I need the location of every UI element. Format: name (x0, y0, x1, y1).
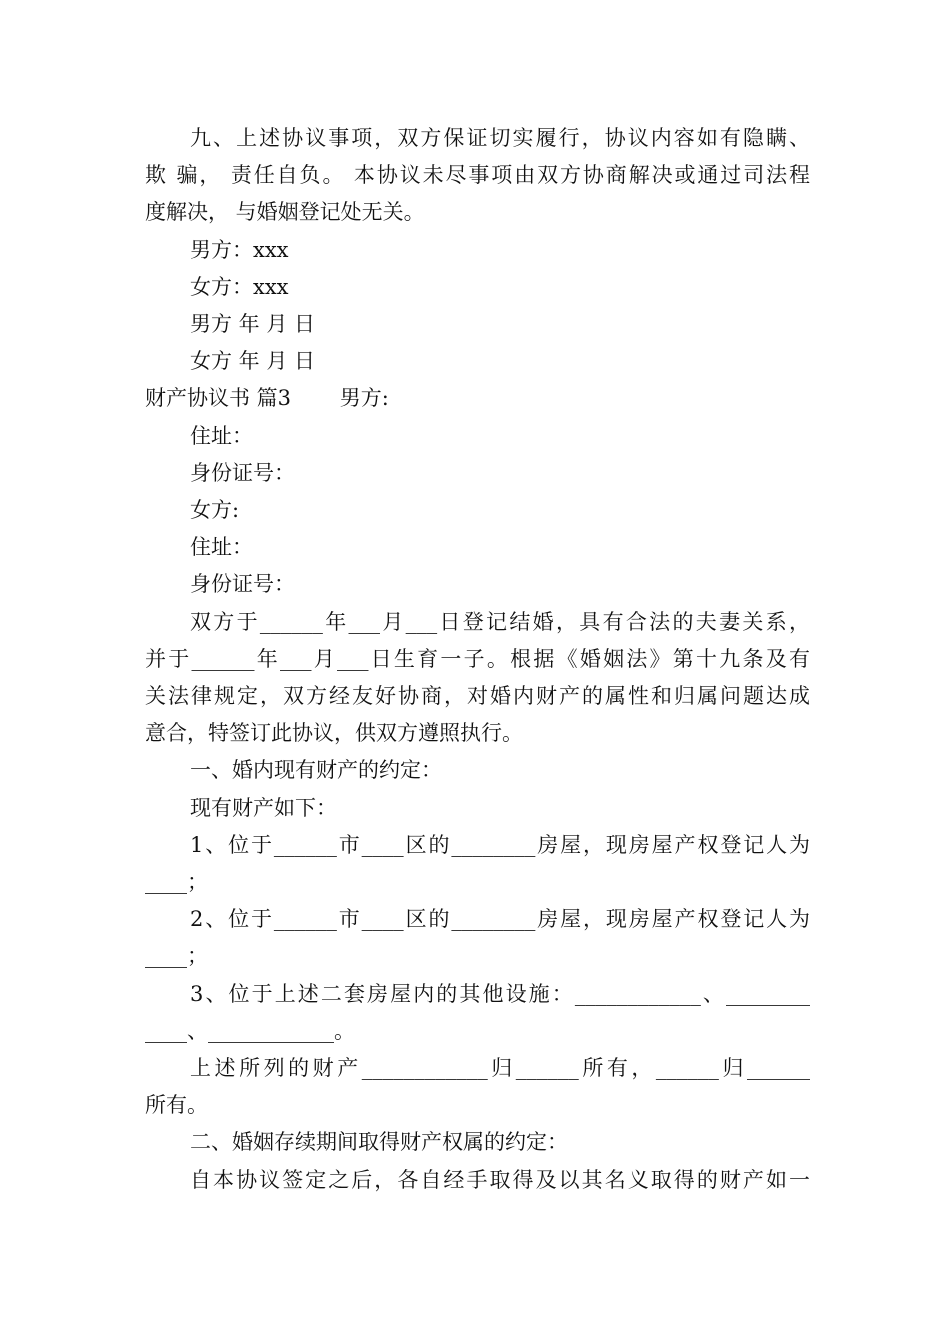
text-line: 所有。 (145, 1093, 208, 1118)
text-line: 自本协议签定之后，各自经手取得及以其名义取得的财产如一 (190, 1167, 810, 1192)
text-line: 男方：xxx (190, 237, 289, 262)
text-line: 关法律规定，双方经友好协商，对婚内财产的属性和归属问题达成 (145, 684, 810, 708)
text-line: 3、位于上述二套房屋内的其他设施：____________、________ (190, 981, 810, 1006)
text-line: 财产协议书 篇3 男方: (145, 386, 389, 411)
text-line: 住址： (190, 423, 253, 448)
text-line: ____； (145, 870, 208, 894)
text-line: 住址： (190, 535, 253, 560)
text-line: 1、位于______市____区的________房屋，现房屋产权登记人为 (190, 832, 810, 857)
text-line: 度解决， 与婚姻登记处无关。 (145, 200, 425, 225)
text-line: 女方 年 月 日 (190, 349, 316, 374)
text-line: 女方：xxx (190, 274, 289, 299)
text-line: 双方于______年___月___日登记结婚，具有合法的夫妻关系， (190, 609, 810, 634)
text-line: 九、上述协议事项，双方保证切实履行，协议内容如有隐瞒、 (190, 126, 810, 150)
text-line: 女方: (190, 498, 240, 522)
text-line: 2、位于______市____区的________房屋，现房屋产权登记人为 (190, 907, 810, 932)
text-line: 并于______年___月___日生育一子。根据《婚姻法》第十九条及有 (145, 646, 810, 671)
text-line: 男方 年 月 日 (190, 312, 316, 336)
text-line: 意合，特签订此协议，供双方遵照执行。 (145, 721, 523, 746)
text-line: 身份证号： (190, 572, 295, 597)
text-line: 欺 骗， 责任自负。 本协议未尽事项由双方协商解决或通过司法程 (145, 163, 810, 188)
text-line: 身份证号： (190, 460, 295, 485)
text-line: 二、婚姻存续期间取得财产权属的约定： (190, 1130, 568, 1155)
text-line: 上述所列的财产____________归______所有，______归______ (190, 1056, 810, 1080)
text-line: ____、____________。 (145, 1018, 355, 1043)
text-line: ____； (145, 944, 208, 969)
text-line: 现有财产如下： (190, 795, 337, 820)
text-line: 一、婚内现有财产的约定： (190, 758, 442, 783)
